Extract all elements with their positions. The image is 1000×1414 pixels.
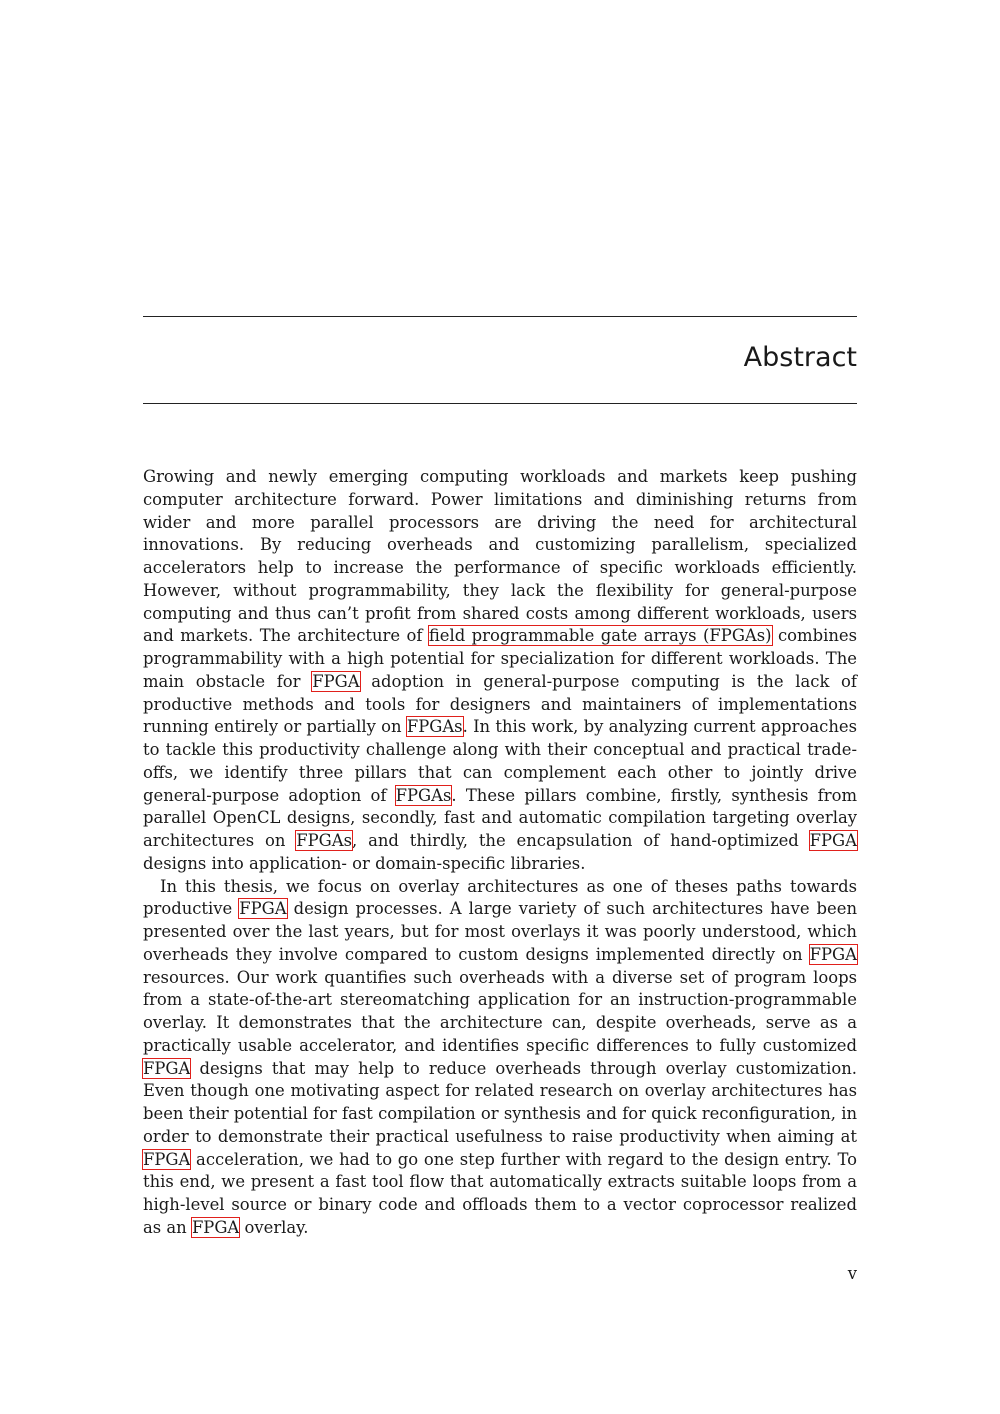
acronym-link-fpga[interactable]: FPGA: [191, 1217, 240, 1237]
acronym-link-fpgas[interactable]: FPGAs: [296, 831, 353, 850]
paragraph-2: [143, 876, 857, 1240]
text-run: , and thirdly, the encapsulation of hand-optimized: [352, 831, 810, 850]
header-top-rule: [143, 316, 857, 317]
paragraph-1: [143, 466, 857, 876]
acronym-link-fpga[interactable]: FPGA: [143, 1058, 191, 1078]
acronym-link-fpga[interactable]: FPGA: [809, 831, 857, 850]
text-run: combines programmability with a high potential for specialization for different workloads. The main obstacle for: [143, 626, 857, 691]
acronym-link-fpga[interactable]: FPGA: [143, 1149, 191, 1169]
acronym-link-fpgas[interactable]: FPGAs: [395, 785, 452, 805]
acronym-link-fpgas[interactable]: FPGAs: [406, 717, 463, 737]
header-bottom-rule: [143, 403, 857, 404]
text-run: overlay.: [239, 1217, 309, 1237]
text-run: design processes. A large variety of such architectures have been presented over the last years, but for most overlays it was poorly understood, which overheads they involve compared to custom designs implemented directly on: [143, 899, 857, 964]
acronym-link-fpga[interactable]: FPGA: [312, 671, 360, 691]
text-run: designs into application- or domain-specific libraries.: [143, 853, 586, 873]
page-number: v: [847, 1264, 857, 1283]
acronym-link-fpga-full[interactable]: field programmable gate arrays (FPGAs): [428, 626, 772, 646]
text-run: adoption in general-purpose computing is the lack of productive methods and tools for designers and maintainers of implementations running entirely or partially on: [143, 671, 857, 737]
text-run: . In this work, by analyzing current approaches to tackle this productivity challenge along with their conceptual and practical trade-offs, we identify three pillars that can complement each other to jointly drive general-purpose adoption of: [143, 717, 857, 805]
acronym-link-fpga[interactable]: FPGA: [239, 899, 287, 919]
text-run: resources. Our work quantifies such overheads with a diverse set of program loops from a state-of-the-art stereomatching application for an instruction-programmable overlay. It demonstrates that the architecture can, despite overheads, serve as a practically usable accelerator, and identifies specific differences to fully customized: [143, 967, 857, 1055]
text-run: Growing and newly emerging computing workloads and markets keep pushing computer architecture forward. Power limitations and diminishing returns from wider and more parallel processors are driving the need for architectural innovations. By reducing overheads and customizing parallelism, specialized accelerators help to increase the performance of specific workloads efficiently. However, without programmability, they lack the flexibility for general-purpose computing and thus can’t profit from shared costs among different workloads, users and markets. The architecture of: [143, 467, 857, 646]
text-run: designs that may help to reduce overheads through overlay customization. Even though one motivating aspect for related research on overlay architectures has been their potential for fast compilation or synthesis and for quick reconfiguration, in order to demonstrate their practical usefulness to raise productivity when aiming at: [143, 1058, 857, 1146]
page-title: Abstract: [743, 342, 857, 373]
abstract-body: [143, 466, 857, 1240]
text-run: In this thesis, we focus on overlay architectures as one of theses paths towards productive: [143, 876, 857, 919]
acronym-link-fpga[interactable]: FPGA: [809, 944, 857, 964]
text-run: acceleration, we had to go one step further with regard to the design entry. To this end, we present a fast tool flow that automatically extracts suitable loops from a high-level source or binary code and offloads them to a vector coprocessor realized as an: [143, 1149, 857, 1237]
text-run: . These pillars combine, firstly, synthesis from parallel OpenCL designs, secondly, fast and automatic compilation targeting overlay architectures on: [143, 785, 857, 850]
